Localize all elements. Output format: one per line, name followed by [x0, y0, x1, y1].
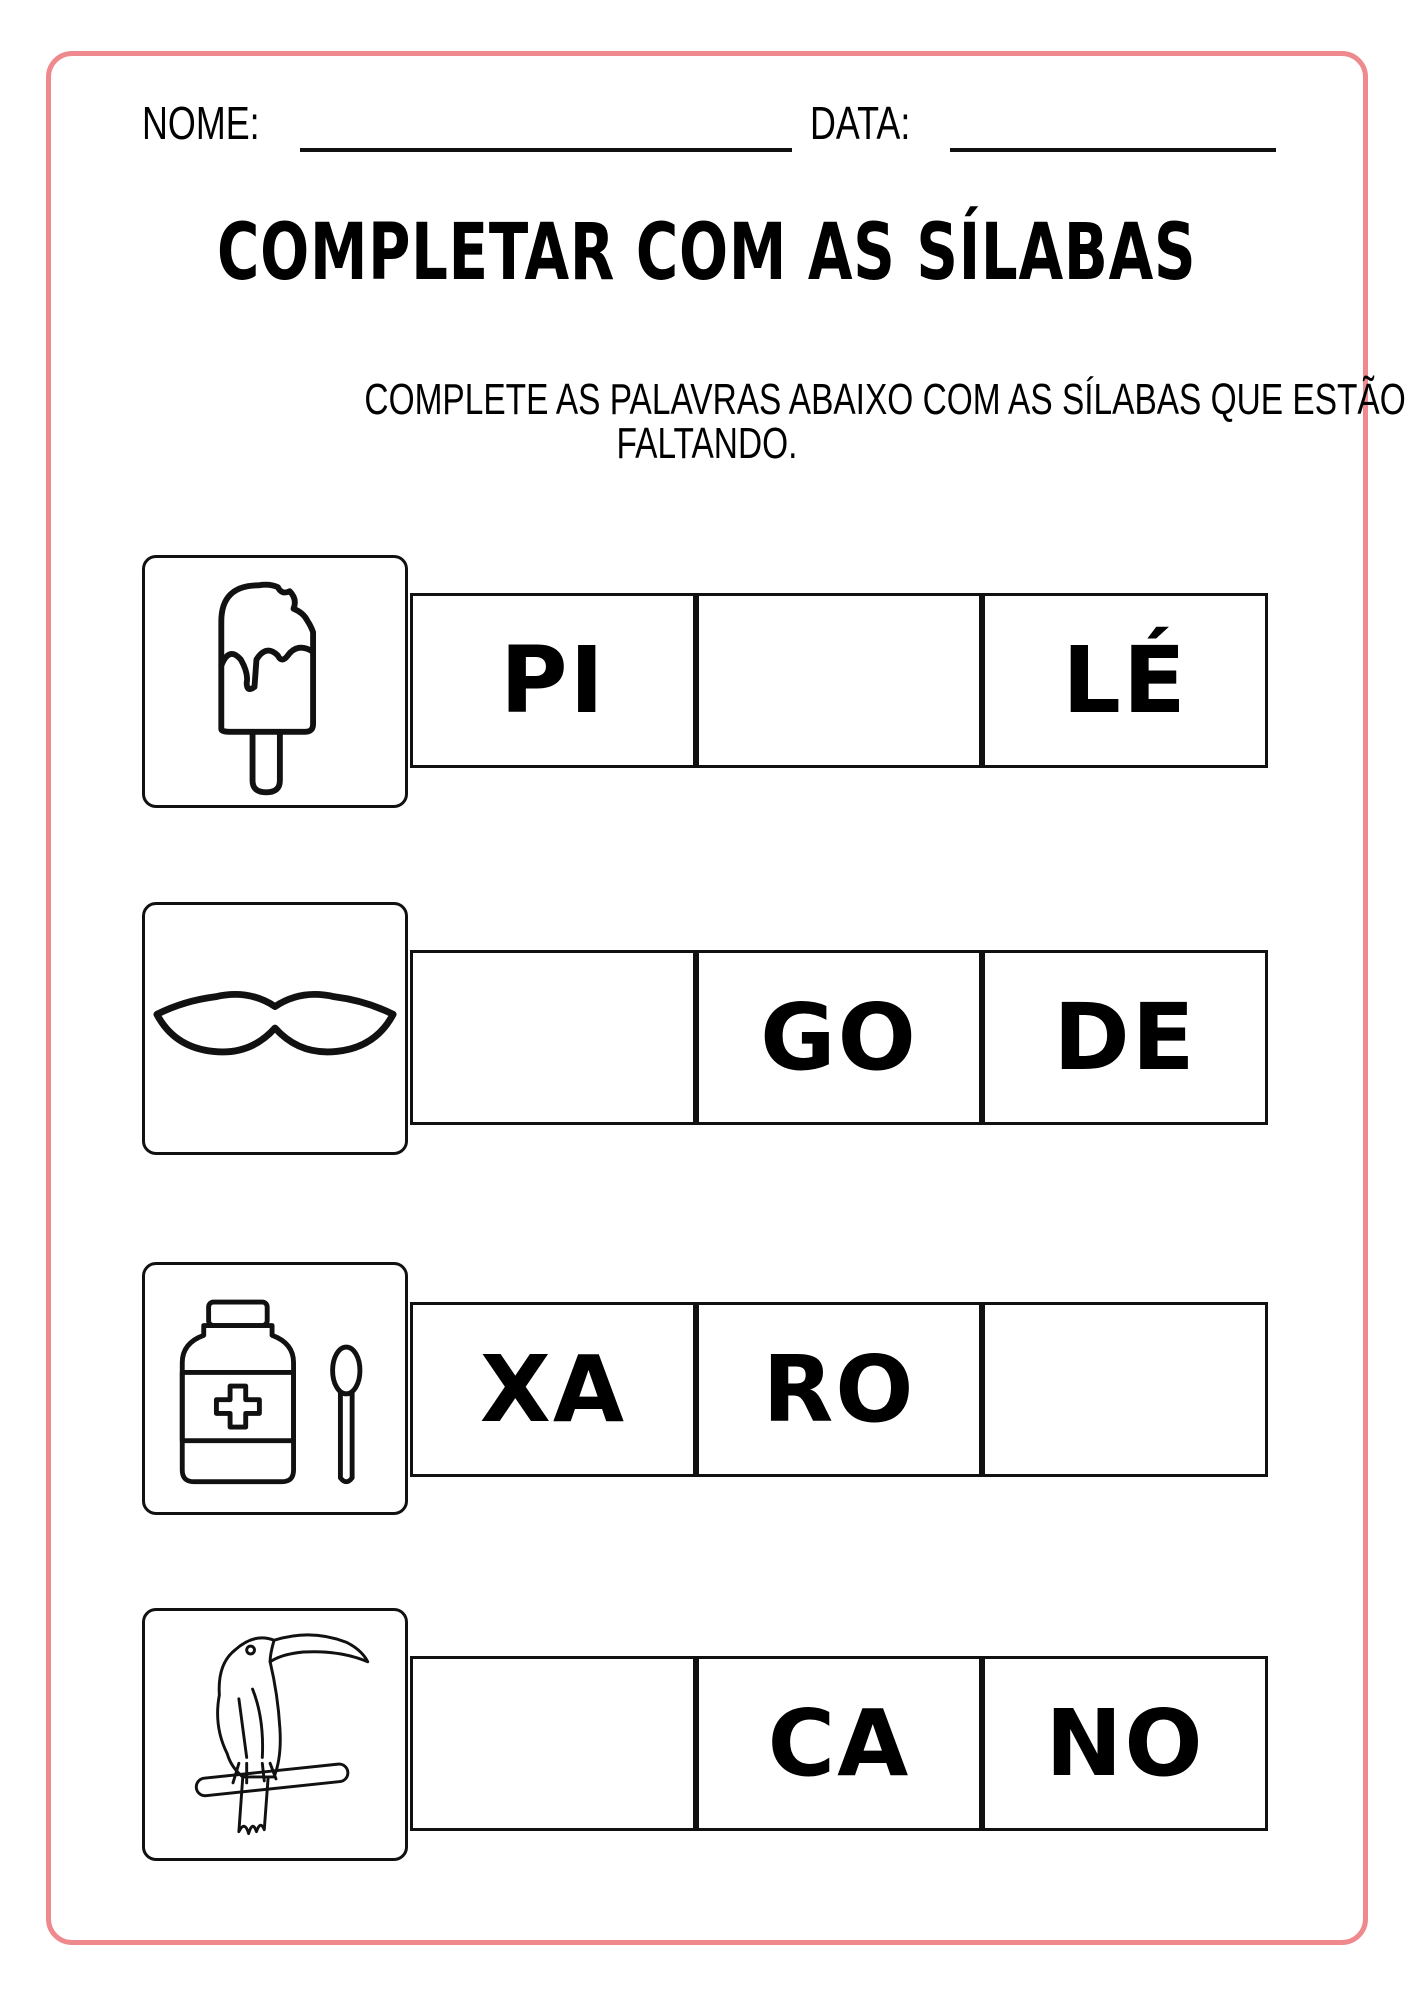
popsicle-icon [145, 558, 405, 805]
syllable-cell-1-1: PI [410, 593, 696, 768]
instructions-line-2: FALTANDO. [616, 419, 798, 468]
syllable-cell-4-2: CA [696, 1656, 982, 1831]
name-label: NOME: [142, 97, 260, 149]
instructions [200, 375, 1406, 468]
instructions-line-1: COMPLETE AS PALAVRAS ABAIXO COM AS SÍLABAS QUE ESTÃO [364, 375, 1406, 424]
syllable-cell-4-3: NO [982, 1656, 1268, 1831]
toucan-icon [145, 1611, 405, 1858]
syllable-cell-2-3: DE [982, 950, 1268, 1125]
date-line[interactable] [950, 148, 1276, 152]
syllable-cell-2-2: GO [696, 950, 982, 1125]
mustache-icon [145, 905, 405, 1152]
picture-box-3 [142, 1262, 408, 1515]
syllable-cell-3-1: XA [410, 1302, 696, 1477]
syllable-cell-3-2: RO [696, 1302, 982, 1477]
syllable-cell-2-1[interactable] [410, 950, 696, 1125]
syllable-cell-1-2[interactable] [696, 593, 982, 768]
picture-box-1 [142, 555, 408, 808]
syllable-cell-1-3: LÉ [982, 593, 1268, 768]
date-label: DATA: [810, 97, 911, 149]
syllable-cell-3-3[interactable] [982, 1302, 1268, 1477]
picture-box-4 [142, 1608, 408, 1861]
name-line[interactable] [300, 148, 792, 152]
syllable-cell-4-1[interactable] [410, 1656, 696, 1831]
page-title: COMPLETAR COM AS SÍLABAS [217, 208, 1197, 298]
picture-box-2 [142, 902, 408, 1155]
medicine-bottle-spoon-icon [145, 1265, 405, 1512]
